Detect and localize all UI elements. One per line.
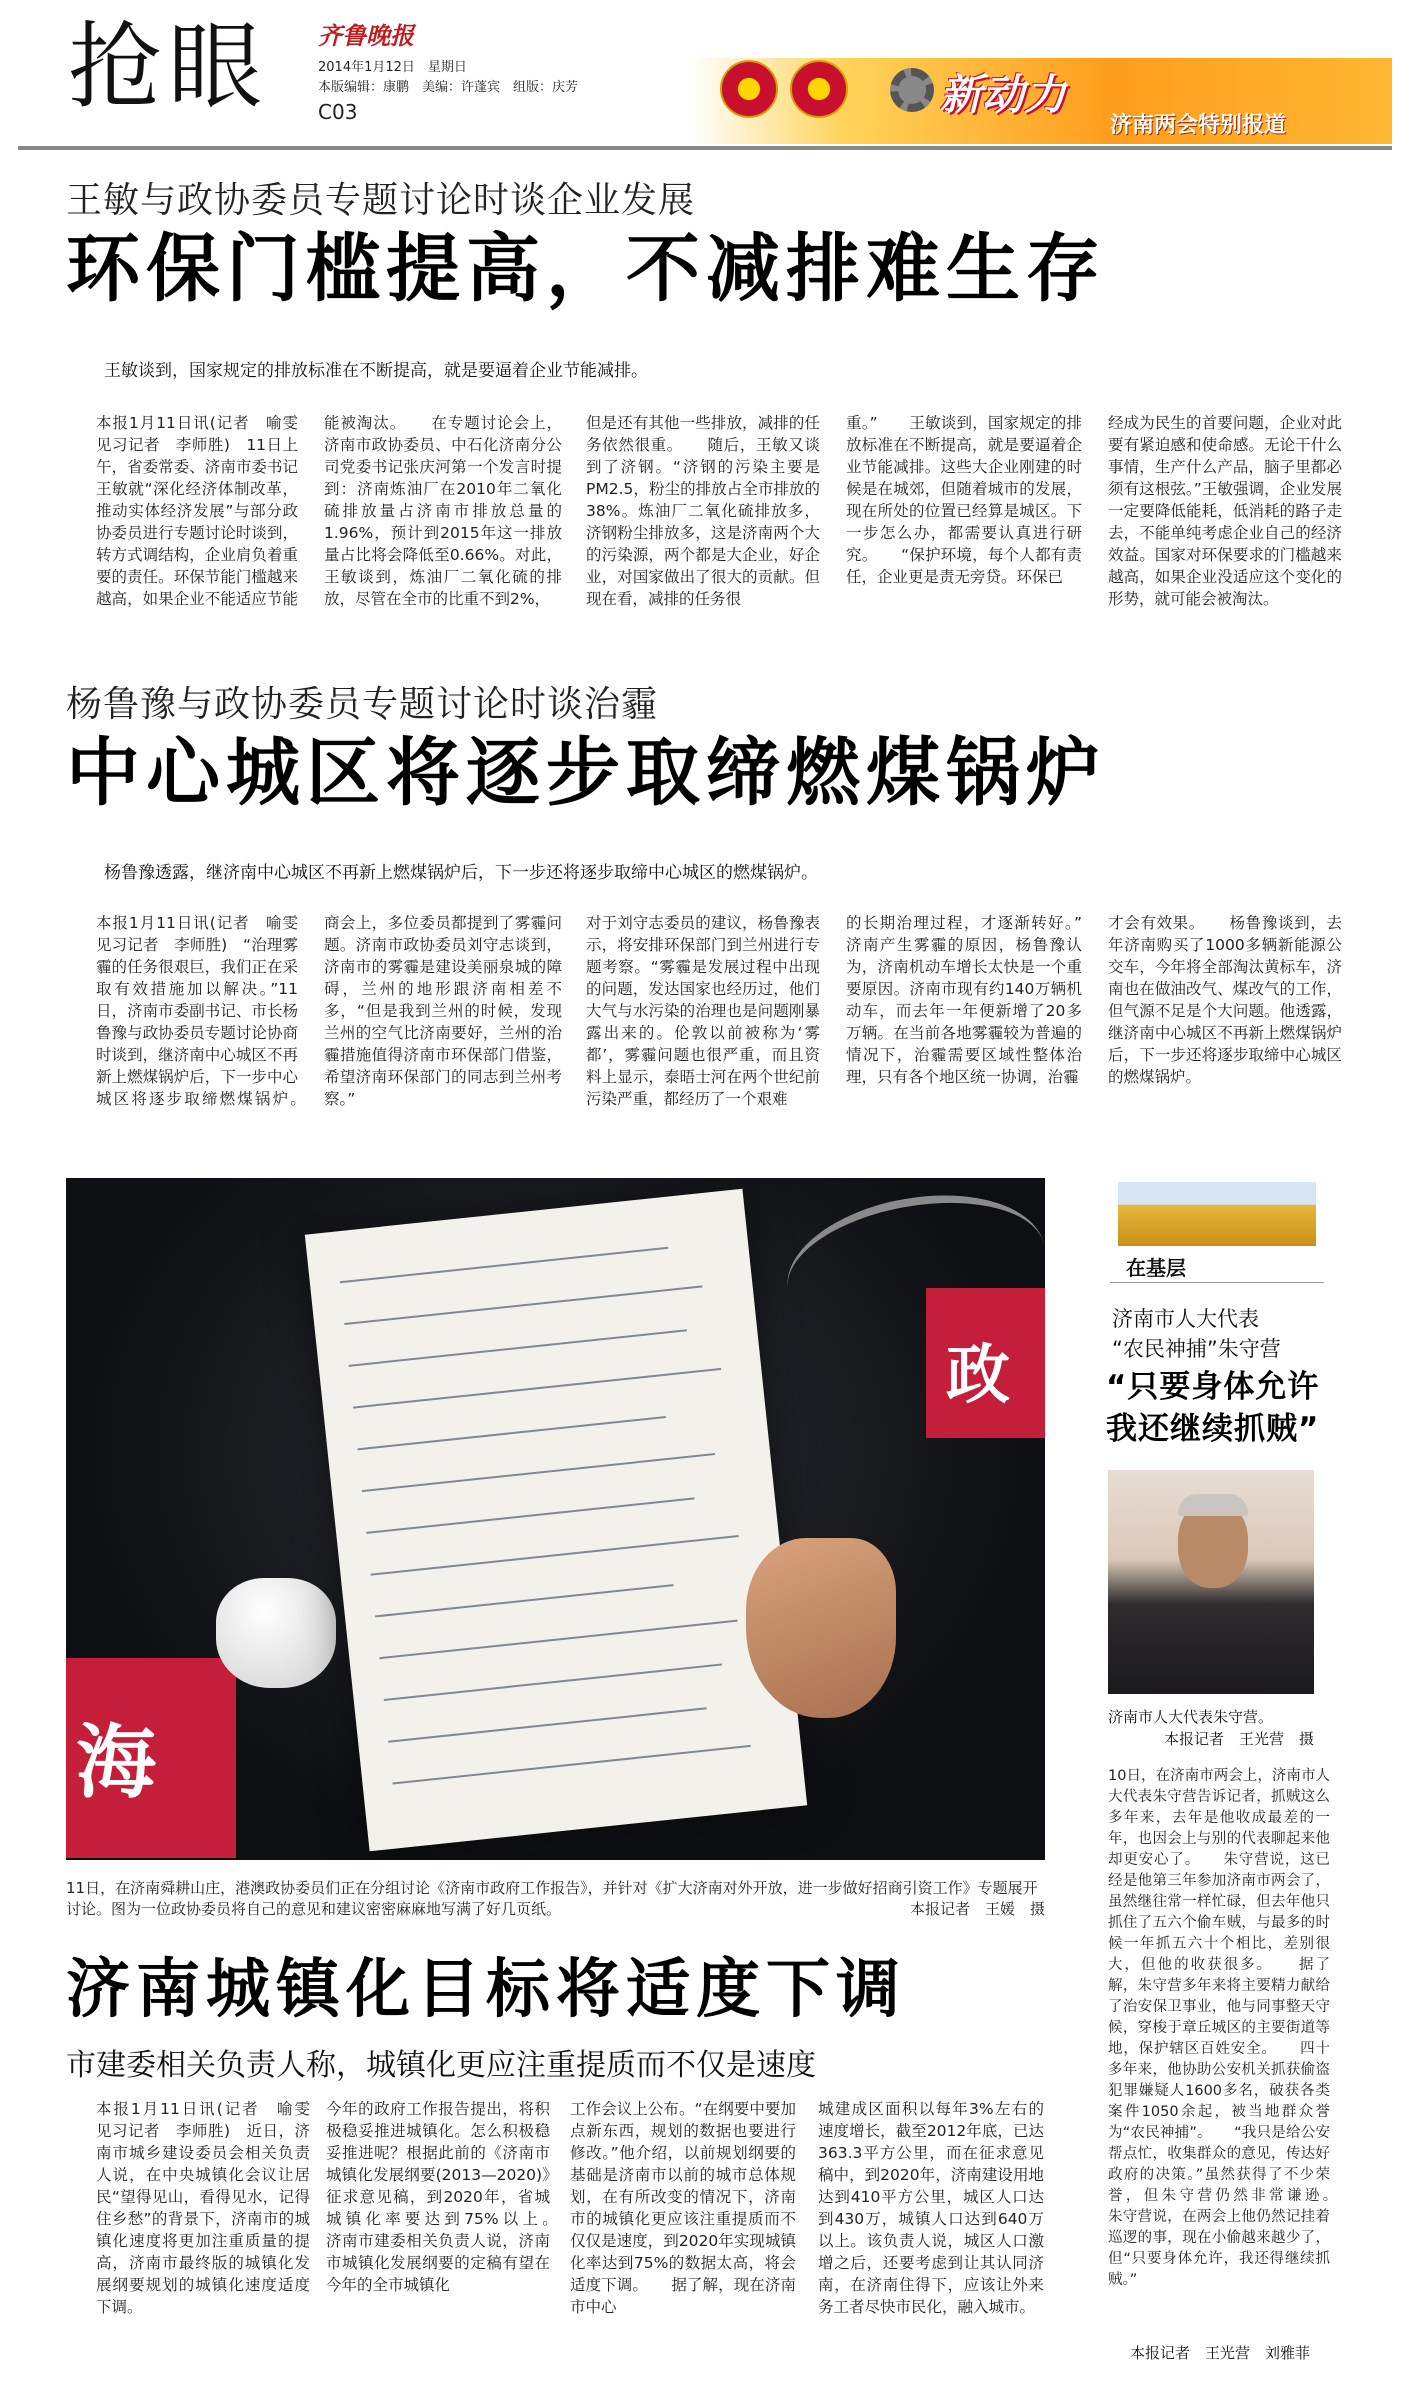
sidebar-headline	[1106, 1366, 1319, 1450]
news-photo	[66, 1178, 1045, 1860]
article2-column-4: 的长期治理过程，才逐渐转好。” 济南产生雾霾的原因，杨鲁豫认为，济南机动车增长太快是一个重要原因。济南市现有约140万辆机动车，而去年一年便新增了20多万辆。在当前各地雾霾较为普遍的情况下，治霾需要区域性整体治理，只有各个地区统一协调，治霾	[846, 914, 1082, 1086]
article3-headline: 济南城镇化目标将适度下调	[66, 1953, 906, 2027]
special-report-banner	[690, 58, 1392, 144]
gear-icon	[890, 68, 934, 112]
name-placard-left: 海	[66, 1658, 236, 1858]
sidebar-divider	[1110, 1282, 1324, 1283]
sidebar-headline-line-2: 我还继续抓贼”	[1106, 1411, 1320, 1447]
paper-logo: 齐鲁晚报	[318, 21, 414, 50]
article3-subhead: 市建委相关负责人称，城镇化更应注重提质而不仅是速度	[66, 2048, 816, 2083]
handwritten-notes	[305, 1189, 807, 1852]
article1-column-5: 经成为民生的首要问题，企业对此要有紧迫感和使命感。无论干什么事情，生产什么产品，脑子里都必须有这根弦。”王敏强调，企业发展一定要降低能耗，低消耗的路子走去，不能单纯考虑企业自己的经济效益。国家对环保要求的门槛越来越高，如果企业没适应这个变化的形势，就可能会被淘汰。	[1108, 414, 1342, 608]
article3-column-2: 今年的政府工作报告提出，将积极稳妥推进城镇化。怎么积极稳妥推进呢？根据此前的《济南市城镇化发展纲要(2013—2020)》征求意见稿，到2020年，省城城镇化率要达到75%以上。 济南市建委相关负责人说，济南市城镇化发展纲要的定稿有望在今年的全市城镇化	[326, 2100, 550, 2294]
sidebar-kicker-line-1: 济南市人大代表	[1112, 1307, 1259, 1331]
wheat-field-thumbnail	[1118, 1182, 1316, 1246]
header-divider	[18, 146, 1392, 150]
section-title: 抢眼	[68, 13, 269, 122]
article1-headline: 环保门槛提高，不减排难生存	[66, 226, 1106, 312]
banner-subtitle: 济南两会特别报道	[1110, 113, 1287, 138]
article3-column-3: 工作会议上公布。“在纲要中要加点新东西，规划的数据也要进行修改。”他介绍，以前规划纲要的基础是济南市以前的城市总体规划，在有所改变的情况下，济南市的城镇化更应该注重提质而不仅仅是速度，到2020年实现城镇化率达到75%的数据太高，将会适度下调。 据了解，现在济南市中心	[570, 2100, 796, 2316]
banner-title: 新动力	[940, 70, 1067, 119]
page-number: C03	[318, 100, 358, 124]
article1-lede: 王敏谈到，国家规定的排放标准在不断提高，就是要逼着企业节能减排。	[104, 361, 648, 381]
editors-line: 本版编辑：康鹏 美编：许蓬宾 组版：庆芳	[318, 80, 579, 95]
portrait-credit: 本报记者 王光营 摄	[1163, 1730, 1314, 1748]
portrait-hair	[1178, 1494, 1248, 1516]
sidebar-tag: 在基层	[1126, 1256, 1186, 1280]
sidebar-headline-line-1: “只要身体允许	[1106, 1369, 1320, 1405]
portrait-photo	[1108, 1470, 1314, 1694]
article2-headline: 中心城区将逐步取缔燃煤锅炉	[66, 730, 1106, 816]
article2-column-5: 才会有效果。 杨鲁豫谈到，去年济南购买了1000多辆新能源公交车，今年将全部淘汰黄标车，济南也在做油改气、煤改气的工作，但气源不足是个大问题。他透露，继济南中心城区不再新上燃煤锅炉后，下一步还将逐步取缔中心城区的燃煤锅炉。	[1108, 914, 1342, 1086]
article1-column-2: 能被淘汰。 在专题讨论会上，济南市政协委员、中石化济南分公司党委书记张庆河第一个发言时提到：济南炼油厂在2010年二氧化硫排放量占济南市排放总量的1.96%，预计到2015年这一排放量占比将会降低至0.66%。对此，王敏谈到，炼油厂二氧化硫的排放，尽管在全市的比重不到2%，	[324, 414, 562, 608]
photo-credit: 本报记者 王媛 摄	[909, 1900, 1045, 1918]
cppcc-emblem-icon	[790, 60, 848, 118]
article1-column-1: 本报1月11日讯(记者 喻雯 见习记者 李师胜) 11日上午，省委常委、济南市委书记王敏就“深化经济体制改革，推动实体经济发展”与部分政协委员进行专题讨论时谈到，转方式调结构，企业肩负着重要的责任。环保节能门槛越来越高，如果企业不能适应节能	[96, 414, 298, 608]
article3-column-1: 本报1月11日讯(记者 喻雯 见习记者 李师胜) 近日，济南市城乡建设委员会相关负责人说，在中央城镇化会议让居民“望得见山，看得见水，记得住乡愁”的背景下，济南市的城镇化速度将更加注重质量的提高，济南市最终版的城镇化发展纲要规划的城镇化速度适度下调。	[96, 2100, 310, 2316]
article1-column-3: 但是还有其他一些排放，减排的任务依然很重。 随后，王敏又谈到了济钢。“济钢的污染主要是PM2.5，粉尘的排放占全市排放的38%。炼油厂二氧化硫排放多，济钢粉尘排放多，这是济南两个大的污染源，两个都是大企业，好企业，对国家做出了很大的贡献。但现在看，减排的任务很	[586, 414, 820, 608]
photo-caption-text: 11日，在济南舜耕山庄，港澳政协委员们正在分组讨论《济南市政府工作报告》，并针对《扩大济南对外开放，进一步做好招商引资工作》专题展开讨论。图为一位政协委员将自己的意见和建议密密麻麻地写满了好几页纸。	[66, 1879, 1038, 1918]
article1-column-4: 重。” 王敏谈到，国家规定的排放标准在不断提高，就是要逼着企业节能减排。这些大企业刚建的时候是在城郊，但随着城市的发展，现在所处的位置已经算是城区。下一步怎么办，都需要认真进行研究。 “保护环境，每个人都有责任，企业更是责无旁贷。环保已	[846, 414, 1082, 586]
photo-caption	[66, 1878, 1045, 1920]
teacup-shape	[216, 1578, 336, 1688]
sidebar-byline: 本报记者 王光营 刘雅菲	[1130, 2344, 1311, 2362]
article2-lede: 杨鲁豫透露，继济南中心城区不再新上燃煤锅炉后，下一步还将逐步取缔中心城区的燃煤锅炉。	[104, 863, 818, 883]
article3-column-4: 城建成区面积以每年3%左右的速度增长，截至2012年底，已达363.3平方公里，而在征求意见稿中，到2020年，济南建设用地达到410平方公里，城区人口达到430万，城镇人口达到640万以上。该负责人说，城区人口激增之后，还要考虑到让其认同济南，在济南住得下，应该让外来务工者尽快市民化，融入城市。	[818, 2100, 1044, 2316]
hand-shape	[746, 1538, 896, 1718]
sidebar-kicker-line-2: “农民神捕”朱守营	[1112, 1337, 1281, 1361]
national-emblem-icon	[720, 60, 778, 118]
article2-column-2: 商会上，多位委员都提到了雾霾问题。济南市政协委员刘守志谈到，济南市的雾霾是建设美丽泉城的障碍，兰州的地形跟济南相差不多，“但是我到兰州的时候，发现兰州的空气比济南要好，兰州的治霾措施值得济南市环保部门借鉴，希望济南环保部门的同志到兰州考察。”	[324, 914, 562, 1108]
article2-kicker: 杨鲁豫与政协委员专题讨论时谈治霾	[66, 684, 659, 725]
name-placard-right: 政	[926, 1288, 1045, 1438]
sidebar-body: 10日，在济南市两会上，济南市人大代表朱守营告诉记者，抓贼这么多年来，去年是他收成最差的一年，也因会上与别的代表聊起来他却更安心了。 朱守营说，这已经是他第三年参加济南市两会了，虽然继往常一样忙碌，但去年他只抓住了五六个偷车贼，与最多的时候一年抓五六十个相比，差别很大，但他的收获很多。 据了解，朱守营多年来将主要精力献给了治安保卫事业，他与同事整天守候，穿梭于章丘城区的主要街道等地，保护辖区百姓安全。 四十多年来，他协助公安机关抓获偷盗犯罪嫌疑人1600多名，破获各类案件1050余起，被当地群众誉为“农民神捕”。 “我只是给公安帮点忙，收集群众的意见，传达好政府的决策。”虽然获得了不少荣誉，但朱守营仍然非常谦逊。 朱守营说，在两会上他仍然记挂着巡逻的事，现在小偷越来越少了，但“只要身体允许，我还得继续抓贼。”	[1108, 1768, 1330, 2288]
date-line: 2014年1月12日 星期日	[318, 60, 467, 75]
article2-column-3: 对于刘守志委员的建议，杨鲁豫表示，将安排环保部门到兰州进行专题考察。“雾霾是发展过程中出现的问题，发达国家也经历过，他们大气与水污染的治理也是问题刚暴露出来的。伦敦以前被称为‘雾都’，雾霾问题也很严重，而且资料上显示，泰晤士河在两个世纪前污染严重，都经历了一个艰难	[586, 914, 820, 1108]
sidebar-kicker	[1112, 1304, 1281, 1364]
article2-column-1: 本报1月11日讯(记者 喻雯 见习记者 李师胜) “治理雾霾的任务很艰巨，我们正在采取有效措施加以解决。”11日，济南市委副书记、市长杨鲁豫与政协委员专题讨论协商时谈到，继济南中心城区不再新上燃煤锅炉后，下一步中心城区将逐步取缔燃煤锅炉。	[96, 914, 298, 1108]
portrait-caption: 济南市人大代表朱守营。	[1108, 1708, 1274, 1726]
article1-kicker: 王敏与政协委员专题讨论时谈企业发展	[66, 180, 696, 221]
